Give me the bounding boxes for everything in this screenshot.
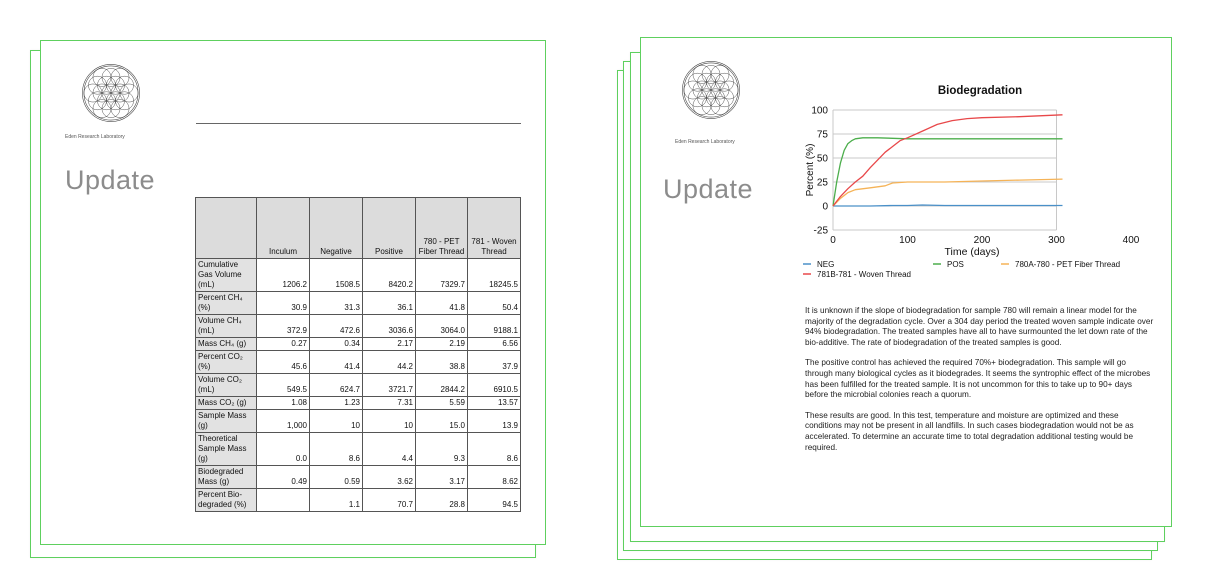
table-cell: 41.4 [310,351,363,374]
row-label: Mass CH₄ (g) [196,338,257,351]
table-row [196,351,521,374]
row-label: Theoretical Sample Mass (g) [196,433,257,466]
table-cell: 44.2 [363,351,416,374]
table-cell: 28.8 [416,489,468,512]
table-cell: 0.34 [310,338,363,351]
right-page [640,37,1172,527]
table-cell: 13.57 [468,397,521,410]
table-row [196,292,521,315]
table-row [196,397,521,410]
table-row [196,433,521,466]
results-table [195,197,521,512]
body-text [805,306,1155,463]
logo-circles [84,68,138,117]
column-header: Negative [310,198,363,259]
table-cell: 15.0 [416,410,468,433]
flower-of-life-logo [673,52,749,128]
lab-name: Eden Research Laboratory [675,139,735,145]
table-cell: 8420.2 [363,259,416,292]
table-cell: 0.59 [310,466,363,489]
table-cell: 6.56 [468,338,521,351]
y-tick-label: 50 [816,153,828,165]
row-label: Mass CO₂ (g) [196,397,257,410]
table-cell: 8.6 [468,433,521,466]
table-cell: 3.17 [416,466,468,489]
table-cell: 3036.6 [363,315,416,338]
legend-label: 781B-781 - Woven Thread [817,270,911,279]
table-cell: 7.31 [363,397,416,410]
page-title: Update [663,174,754,204]
paragraph-1: It is unknown if the slope of biodegradation for sample 780 will remain a linear model for the majority of the degradation cycle. Over a 304 day period the treated woven sample indicate over 94% biodegradation. The treated samples have all to have surmounted the let down rate of the bio-additive. The rate of biodegradation of the treated samples is good. [805,306,1154,347]
series-line [833,115,1063,206]
table-body [196,259,521,512]
row-label: Percent Bio-degraded (%) [196,489,257,512]
series-line [833,138,1063,206]
column-header: Inculum [257,198,310,259]
row-label: Percent CO₂ (%) [196,351,257,374]
legend-label: 780A-780 - PET Fiber Thread [1015,260,1121,269]
table-cell: 372.9 [257,315,310,338]
row-label: Volume CO₂ (mL) [196,374,257,397]
table-cell: 2.17 [363,338,416,351]
y-axis-label: Percent (%) [805,143,816,197]
series-line [833,179,1063,206]
table-cell: 31.3 [310,292,363,315]
table-cell: 0.49 [257,466,310,489]
table-row [196,338,521,351]
lab-name: Eden Research Laboratory [65,134,125,140]
y-tick-label: 75 [816,129,828,141]
table-cell: 472.6 [310,315,363,338]
table-cell: 9188.1 [468,315,521,338]
table-cell: 3064.0 [416,315,468,338]
table-cell: 549.5 [257,374,310,397]
series-line [833,205,1063,206]
column-header: 781 - Woven Thread [468,198,521,259]
table-row [196,466,521,489]
page-title: Update [65,165,156,195]
table-cell: 0.27 [257,338,310,351]
table-row [196,489,521,512]
left-page [40,40,546,545]
table-cell: 70.7 [363,489,416,512]
x-tick-label: 200 [973,235,991,246]
x-tick-label: 300 [1048,235,1065,246]
table-cell: 37.9 [468,351,521,374]
table-cell: 50.4 [468,292,521,315]
table-cell: 94.5 [468,489,521,512]
table-cell [257,489,310,512]
table-row [196,315,521,338]
table-cell: 2.19 [416,338,468,351]
table-cell: 0.0 [257,433,310,466]
legend-label: NEG [817,260,835,269]
table-cell: 3.62 [363,466,416,489]
biodegradation-chart [801,80,1161,288]
table-cell: 30.9 [257,292,310,315]
table-row [196,259,521,292]
column-header: Positive [363,198,416,259]
table-cell: 3721.7 [363,374,416,397]
row-label: Percent CH₄ (%) [196,292,257,315]
row-label: Biodegraded Mass (g) [196,466,257,489]
table-cell: 6910.5 [468,374,521,397]
row-label: Cumulative Gas Volume (mL) [196,259,257,292]
table-cell: 10 [310,410,363,433]
table-row [196,410,521,433]
table-cell: 5.59 [416,397,468,410]
x-axis-label: Time (days) [944,246,1000,258]
table-header [196,198,521,259]
table-cell: 8.6 [310,433,363,466]
table-cell: 36.1 [363,292,416,315]
table-cell: 2844.2 [416,374,468,397]
y-tick-label: 100 [811,105,828,117]
table-cell: 1.23 [310,397,363,410]
row-label: Volume CH₄ (mL) [196,315,257,338]
paragraph-3: These results are good. In this test, temperature and moisture are optimized and these conditions may not be present in all landfills. In such cases biodegradation would not be as accelerated. To determine an accurate time to total degradation additional testing would be required. [805,410,1134,452]
x-tick-label: 400 [1122,235,1140,246]
table-cell: 1508.5 [310,259,363,292]
table-cell: 41.8 [416,292,468,315]
table-cell: 13.9 [468,410,521,433]
table-cell: 4.4 [363,433,416,466]
table-cell: 1.08 [257,397,310,410]
chart-title: Biodegradation [937,85,1023,97]
table-cell: 9.3 [416,433,468,466]
table-cell: 624.7 [310,374,363,397]
table-cell: 1206.2 [257,259,310,292]
table-cell: 18245.5 [468,259,521,292]
y-tick-label: -25 [813,225,828,237]
logo-circles [684,65,738,114]
legend-label: POS [947,260,964,269]
x-tick-label: 0 [830,235,836,246]
table-corner-cell [196,198,257,259]
column-header: 780 - PET Fiber Thread [416,198,468,259]
header-rule [196,123,521,124]
table-row [196,374,521,397]
flower-of-life-logo [73,55,149,131]
paragraph-2: The positive control has achieved the required 70%+ biodegradation. This sample will go through many biological cycles as it biodegrades. It seems the syntrophic effect of the microbes has been fulfilled for the treated sample. It is not uncommon for this to take up to 90+ days before the microbial colonies reach a quorum. [805,358,1151,400]
table-cell: 38.8 [416,351,468,374]
row-label: Sample Mass (g) [196,410,257,433]
x-tick-label: 100 [899,235,916,246]
table-cell: 8.62 [468,466,521,489]
y-tick-label: 25 [816,177,828,189]
y-tick-label: 0 [822,201,828,213]
table-cell: 7329.7 [416,259,468,292]
table-cell: 1.1 [310,489,363,512]
table-cell: 1,000 [257,410,310,433]
table-cell: 10 [363,410,416,433]
table-cell: 45.6 [257,351,310,374]
